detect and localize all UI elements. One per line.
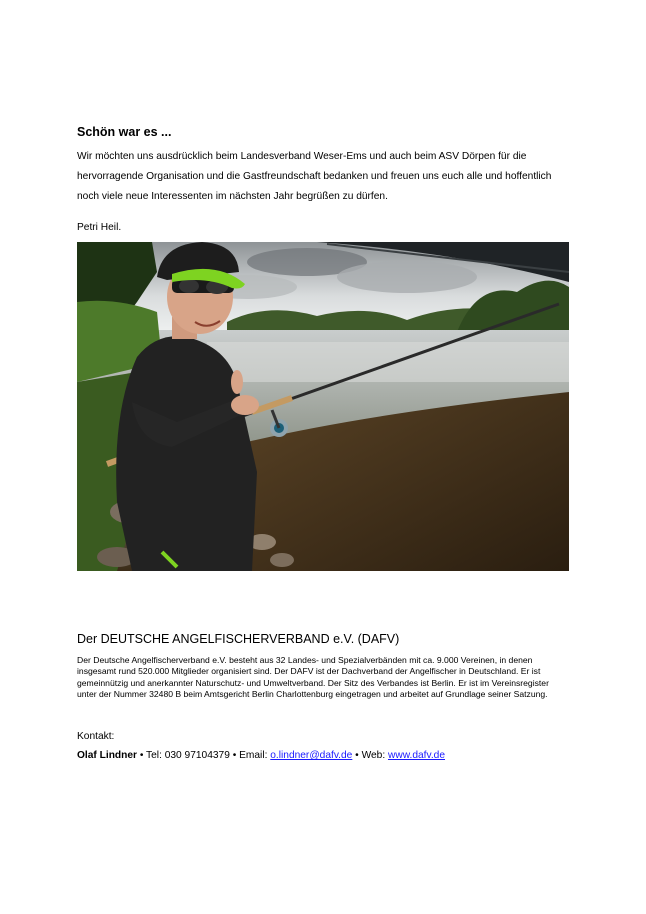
dafv-paragraph: Der Deutsche Angelfischerverband e.V. besteht aus 32 Landes- und Spezialverbänden mit ca. 9.000 Vereinen, in denen insgesamt rund 520.000 Mitglieder organisiert sind. Der DAFV ist der Dachverband der Angelfischer in Deutschland. Er ist gemeinnützig und anerkannter Naturschutz- und Umweltverband. Der Sitz des Verbandes ist Berlin. Er ist im Vereinsregister unter der Nummer 32480 B beim Amtsgericht Berlin Charlottenburg eingetragen und arbeitet auf Grundlage seiner Satzung. [77, 655, 549, 699]
thanks-paragraph: Wir möchten uns ausdrücklich beim Landesverband Weser-Ems und auch beim ASV Dörpen für die hervorragende Organisation und die Gastfreundschaft bedanken und freuen uns euch alle und hoffentlich noch viele neue Interessenten im nächsten Jahr begrüßen zu dürfen. [77, 151, 552, 202]
dafv-heading: Der DEUTSCHE ANGELFISCHERVERBAND e.V. (DAFV) [77, 632, 400, 646]
web-link[interactable]: www.dafv.de [388, 750, 445, 761]
web-label: • Web: [352, 750, 388, 761]
section-heading-schoen: Schön war es ... [77, 125, 172, 139]
contact-tel: • Tel: 030 97104379 • Email: [137, 750, 271, 761]
contact-line [77, 750, 445, 761]
greeting-text: Petri Heil. [77, 222, 122, 233]
email-link[interactable]: o.lindner@dafv.de [270, 750, 353, 761]
angler-photo [77, 242, 569, 571]
contact-name: Olaf Lindner [77, 750, 137, 761]
contact-label: Kontakt: [77, 731, 115, 742]
